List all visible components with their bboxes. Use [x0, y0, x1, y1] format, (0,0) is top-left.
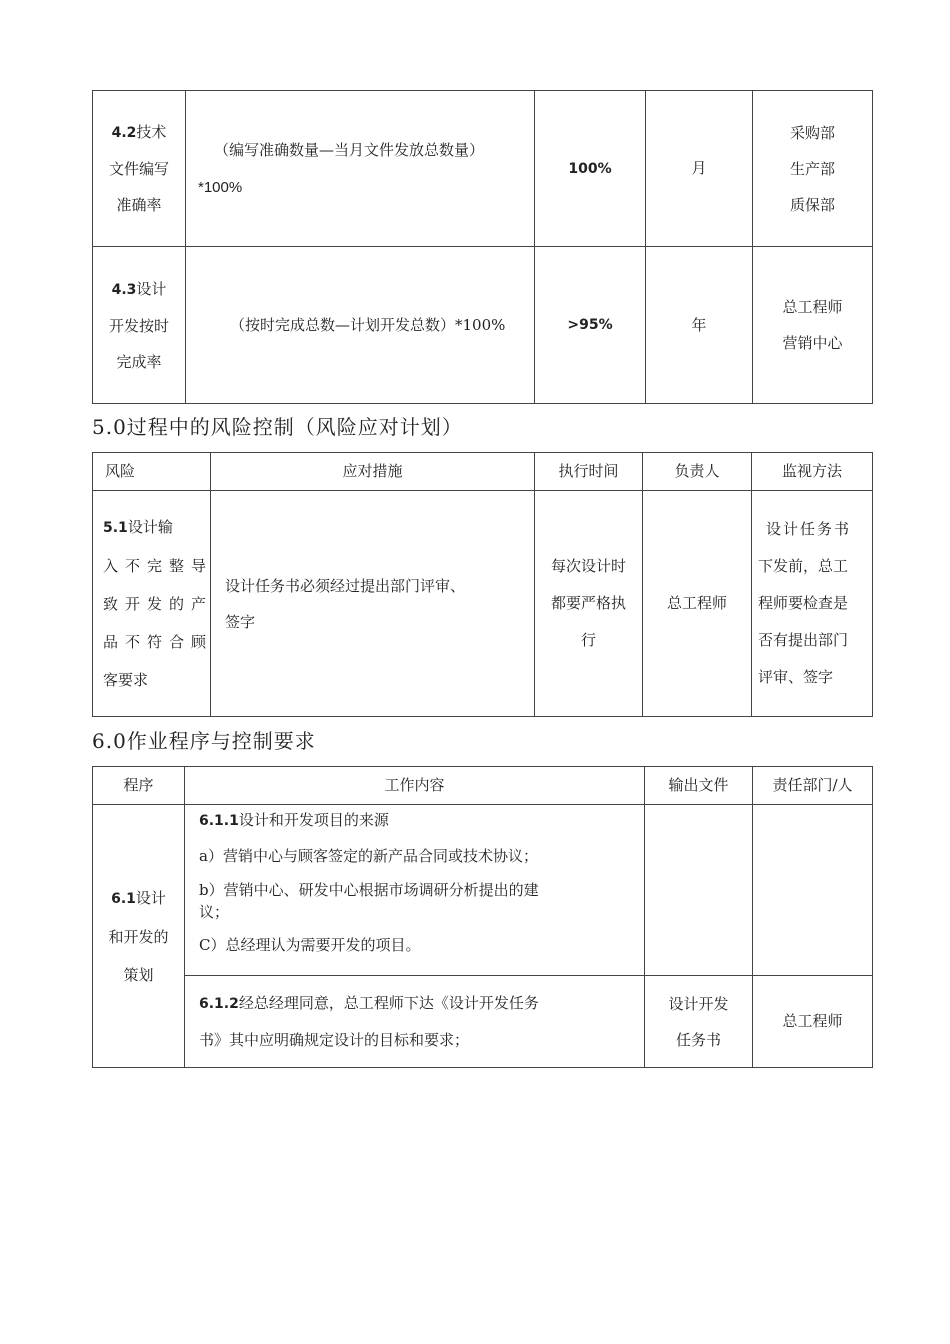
- table-row: [93, 247, 873, 404]
- risk-time: 每次设计时 都要严格执 行: [535, 491, 643, 717]
- work-content-block1: 6.1.1设计和开发项目的来源 a）营销中心与顾客签定的新产品合同或技术协议； b）营销中心、研发中心根据市场调研分析提出的建 议； C）总经理认为需要开发的项目。: [185, 805, 645, 976]
- table-header-row: [93, 767, 873, 805]
- indicator-target: 100%: [535, 91, 646, 247]
- risk-measure: 设计任务书必须经过提出部门评审、 签字: [211, 491, 535, 717]
- indicator-depts: 采购部 生产部 质保部: [753, 91, 873, 247]
- table-row: [93, 976, 873, 1068]
- indicator-name: 4.3设计 开发按时 完成率: [93, 247, 186, 404]
- indicator-period: 年: [646, 247, 753, 404]
- table-header-row: [93, 453, 873, 491]
- header-content: 工作内容: [185, 767, 645, 805]
- header-output: 输出文件: [645, 767, 753, 805]
- risk-table: [92, 452, 873, 717]
- output-file-empty: [645, 805, 753, 976]
- output-file: 设计开发 任务书: [645, 976, 753, 1068]
- header-dept: 责任部门/人: [753, 767, 873, 805]
- table-row: [93, 805, 873, 976]
- section-5-heading: 5.0过程中的风险控制（风险应对计划）: [92, 415, 463, 439]
- risk-owner: 总工程师: [643, 491, 752, 717]
- procedure-table: [92, 766, 873, 1068]
- table-row: [93, 491, 873, 717]
- header-procedure: 程序: [93, 767, 185, 805]
- header-risk: 风险: [93, 453, 211, 491]
- indicator-table: [92, 90, 873, 404]
- dept-empty: [753, 805, 873, 976]
- header-owner: 负责人: [643, 453, 752, 491]
- section-6-heading: 6.0作业程序与控制要求: [92, 729, 316, 753]
- risk-desc: 5.1设计输 入不完整导 致开发的产 品不符合顾 客要求: [93, 491, 211, 717]
- procedure-name: 6.1设计 和开发的 策划: [93, 805, 185, 1068]
- responsible-dept: 总工程师: [753, 976, 873, 1068]
- indicator-period: 月: [646, 91, 753, 247]
- header-time: 执行时间: [535, 453, 643, 491]
- indicator-depts: 总工程师 营销中心: [753, 247, 873, 404]
- indicator-formula: （编写准确数量—当月文件发放总数量） *100%: [186, 91, 535, 247]
- work-content-block2: 6.1.2经总经理同意，总工程师下达《设计开发任务 书》其中应明确规定设计的目标和要求；: [185, 976, 645, 1068]
- table-row: [93, 91, 873, 247]
- indicator-target: >95%: [535, 247, 646, 404]
- header-monitor: 监视方法: [752, 453, 873, 491]
- indicator-name: 4.2技术 文件编写 准确率: [93, 91, 186, 247]
- header-measure: 应对措施: [211, 453, 535, 491]
- risk-monitor: 设计任务书 下发前，总工 程师要检查是 否有提出部门 评审、签字: [752, 491, 873, 717]
- indicator-formula: （按时完成总数—计划开发总数）*100%: [186, 247, 535, 404]
